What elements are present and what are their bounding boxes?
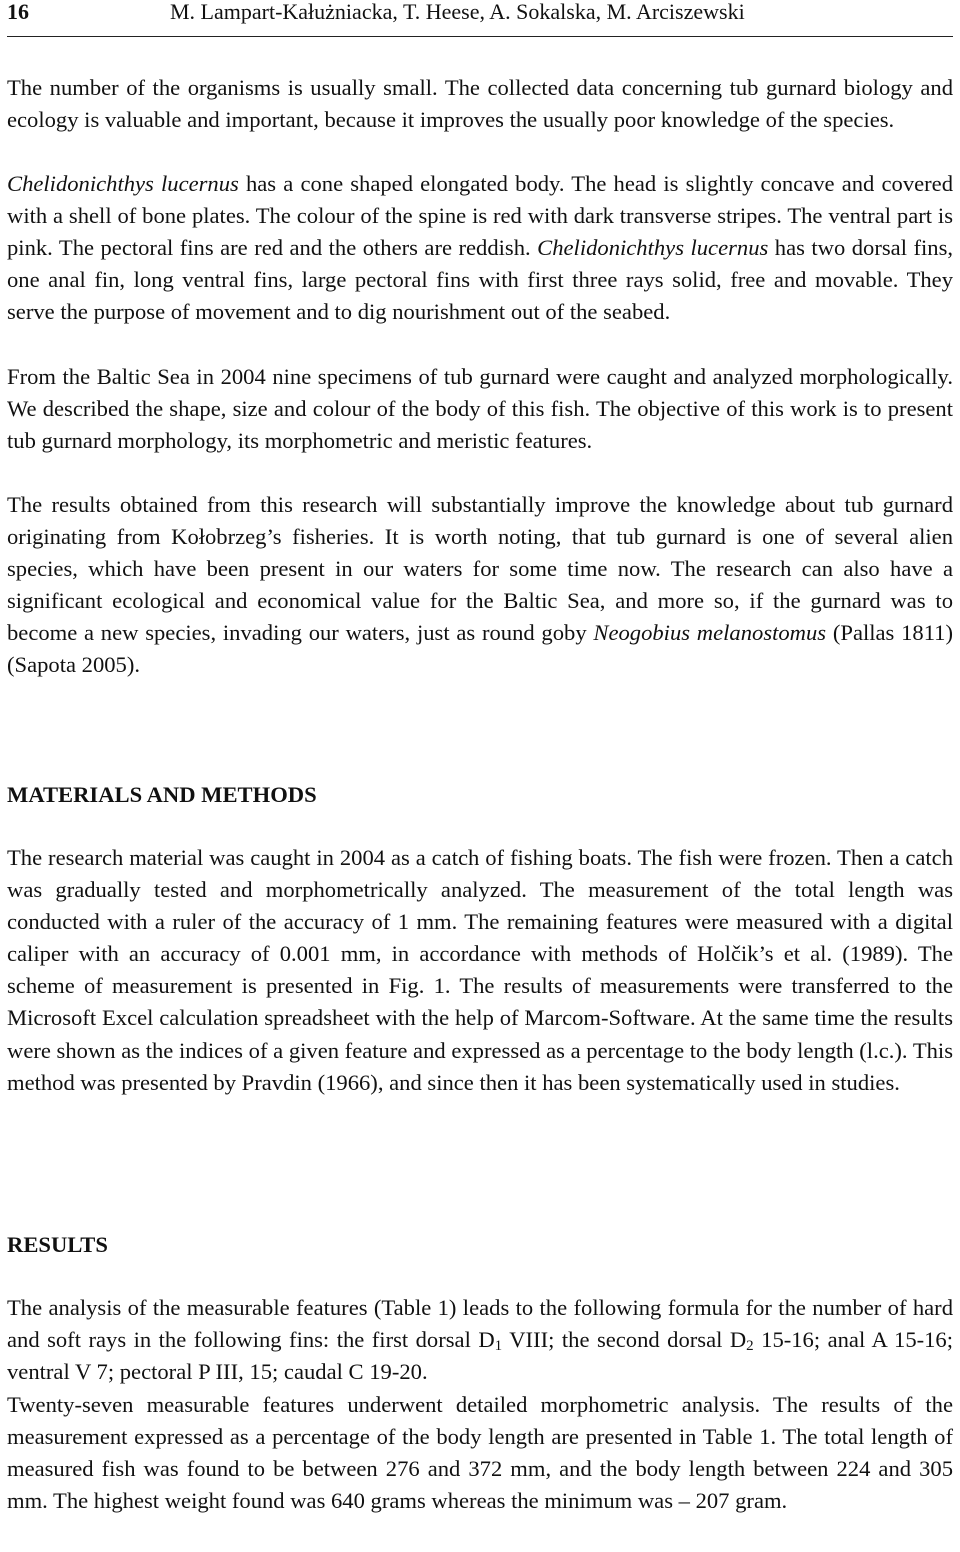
intro-paragraph-1	[7, 72, 953, 136]
intro-paragraph-4	[7, 489, 953, 682]
intro-p4-end: (Pallas 1811) (Sapota 2005).	[7, 620, 953, 678]
intro-p4-text: The results obtained from this research will substantially improve the knowledge about tub gurnard originating from Kołobrzeg’s fisheries. It is worth noting, that tub gurnard is one of several alien species, which have been present in our waters for some time now. The research can also have a significant ecological and economical value for the Baltic Sea, and more so, if the gurnard was to become a new species, invading our waters, just as round goby	[7, 492, 953, 646]
intro-p2-text-2: has two dorsal fins, one anal fin, long ventral fins, large pectoral fins with first three rays solid, free and movable. They serve the purpose of movement and to dig nourishment out of the seabed.	[7, 235, 954, 325]
results-text-2: VIII; the second dorsal D	[502, 1327, 747, 1353]
intro-p1-text: The number of the organisms is usually small. The collected data concerning tub gurnard biology and ecology is valuable and important, because it improves the usually poor knowledge of the species.	[7, 75, 953, 133]
methods-text: The research material was caught in 2004 as a catch of fishing boats. The fish were frozen. Then a catch was gradually tested and morphometrically analyzed. The measurement of the total length was conducted with a ruler of the accuracy of 1 mm. The remaining features were measured with a digital caliper with an accuracy of 0.001 mm, in accordance with methods of Holčik’s et al. (1989). The scheme of measurement is presented in Fig. 1. The results of measurements were transferred to the Microsoft Excel calculation spreadsheet with the help of Marcom-Software. At the same time the results were shown as the indices of a given feature and expressed as a percentage to the body length (l.c.). This method was presented by Pravdin (1966), and since then it has been systematically used in studies.	[7, 845, 953, 1095]
species-name-3: Neogobius melanostomus	[593, 620, 827, 646]
results-paragraph-1	[7, 1292, 953, 1388]
subscript-2: 2	[746, 1338, 754, 1355]
intro-paragraph-3	[7, 361, 953, 457]
subscript-1: 1	[494, 1338, 503, 1355]
results-paragraph-2	[7, 1389, 953, 1517]
running-header	[7, 0, 953, 37]
intro-paragraph-2	[7, 168, 953, 328]
results-text-4: Twenty-seven measurable features underwent detailed morphometric analysis. The results of the measurement expressed as a percentage of the body length are presented in Table 1. The total length of measured fish was found to be between 276 and 372 mm, and the body length between 224 and 305 mm. The highest weight found was 640 grams whereas the minimum was – 207 gram.	[7, 1392, 953, 1514]
page-number: 16	[7, 0, 29, 24]
species-name: Chelidonichthys lucernus	[7, 171, 239, 196]
species-name-2: Chelidonichthys lucernus	[537, 235, 769, 261]
methods-paragraph	[7, 842, 953, 1099]
methods-heading: MATERIALS AND METHODS	[7, 782, 317, 807]
intro-p2-text: has a cone shaped elongated body. The head is slightly concave and covered with a shell of bone plates. The colour of the spine is red with dark transverse stripes. The ventral part is pink. The pectoral fins are red and the others are reddish.	[7, 171, 954, 261]
results-text-3: 15-16; anal A 15-16; ventral V 7; pectoral P III, 15; caudal C 19-20.	[7, 1327, 954, 1385]
author-list: M. Lampart-Kałużniacka, T. Heese, A. Sokalska, M. Arciszewski	[170, 0, 745, 24]
results-heading: RESULTS	[7, 1232, 108, 1257]
results-text-1: The analysis of the measurable features (Table 1) leads to the following formula for the number of hard and soft rays in the following fins: the first dorsal D	[7, 1295, 953, 1353]
intro-p3-text: From the Baltic Sea in 2004 nine specimens of tub gurnard were caught and analyzed morphologically. We described the shape, size and colour of the body of this fish. The objective of this work is to present tub gurnard morphology, its morphometric and meristic features.	[7, 364, 953, 454]
